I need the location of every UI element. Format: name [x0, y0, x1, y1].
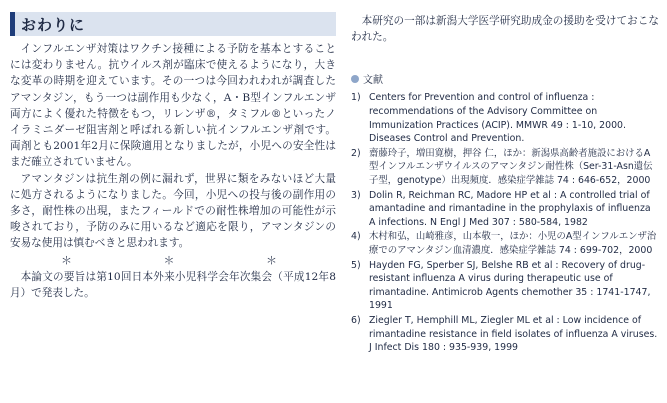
- section-heading-bar: [10, 12, 336, 36]
- presentation-note: 本論文の要旨は第10回日本外来小児科学会年次集会（平成12年8月）で発表した。: [10, 270, 336, 299]
- acknowledgement: 本研究の一部は新潟大学医学研究助成金の援助を受けておこなわれた。: [351, 15, 659, 44]
- conclusion-column: [10, 12, 336, 301]
- reference-text: Ziegler T, Hemphill ML, Ziegler ML et al : Low incidence of rimantadine resistance in field isolates of influenza A viruses. J Infect Dis 180 : 935-939, 1999: [369, 314, 658, 354]
- reference-number: 6): [351, 314, 361, 326]
- paragraph-1: インフルエンザ対策はワクチン接種による予防を基本とすることには変わりません。抗ウイルス剤が臨床で使えるようになり，大きな変革の時期を迎えています。その一つは今回われわれが調査したアマンタジン，もう一つは副作用も少なく，A・B型インフルエンザ両方によく優れた特徴をもつ，リレンザ®，タミフル®といったノイラミニダーゼ阻害剤と呼ばれる新しい抗インフルエンザ剤です。両剤とも2001年2月に保険適用となりましたが，小児への安全性はまだ確立されていません。: [10, 43, 336, 169]
- reference-item: [351, 314, 659, 355]
- conclusion-body: [10, 41, 336, 252]
- reference-number: 4): [351, 231, 361, 243]
- reference-number: 1): [351, 92, 361, 104]
- reference-item: [351, 259, 659, 313]
- reference-text: 木村和弘，山崎雅彦，山本敬一，ほか：小児のA型インフルエンザ治療でのアマンタジン血清濃度．感染症学雑誌 74 : 699-702，2000: [369, 231, 657, 256]
- reference-item: [351, 91, 659, 145]
- reference-number: 2): [351, 147, 361, 159]
- reference-list: [351, 91, 659, 354]
- paragraph-2: アマンタジンは抗生剤の例に漏れず，世界に類をみないほど大量に処方されるようになりました。今回，小児への投与後の副作用の多さ，耐性株の出現，またフィールドでの耐性株増加の可能性が示唆されており，予防のみに用いるなど適応を限り，アマンタジンの安易な使用は慎むべきと思われます。: [10, 172, 336, 250]
- reference-text: 齋藤玲子，増田寛樹，押谷 仁，ほか：新潟県高齢者施設におけるA型インフルエンザウイルスのアマンタジン耐性株（Ser-31-Asn遺伝子型，genotype）出現頻度．感染症学雑誌 74 : 646-652，2000: [369, 147, 653, 186]
- reference-number: 3): [351, 189, 361, 201]
- reference-text: Centers for Prevention and control of influenza : recommendations of the Advisory Committee on Immunization Practices (ACIP). MMWR 49 : 1-10, 2000. Diseases Control and Prevention.: [369, 92, 626, 145]
- references-heading-label: 文献: [363, 75, 383, 87]
- references-heading: [351, 71, 659, 86]
- references-column: [351, 13, 659, 356]
- section-heading: おわりに: [21, 15, 86, 34]
- reference-item: [351, 230, 659, 257]
- reference-text: Dolin R, Reichman RC, Madore HP et al : A controlled trial of amantadine and rimantadine in the prophylaxis of influenza A infections. N Engl J Med 307 : 580-584, 1982: [369, 189, 651, 228]
- reference-item: [351, 189, 659, 230]
- reference-text: Hayden FG, Sperber SJ, Belshe RB et al : Recovery of drug-resistant influenza A virus during therapeutic use of rimantadine. Antimicrob Agents chemother 35 : 1741-1747, 1991: [369, 259, 651, 312]
- reference-number: 5): [351, 259, 361, 271]
- reference-item: [351, 147, 659, 188]
- bullet-icon: [351, 75, 359, 83]
- section-divider-stars: ＊ ＊ ＊: [61, 253, 321, 267]
